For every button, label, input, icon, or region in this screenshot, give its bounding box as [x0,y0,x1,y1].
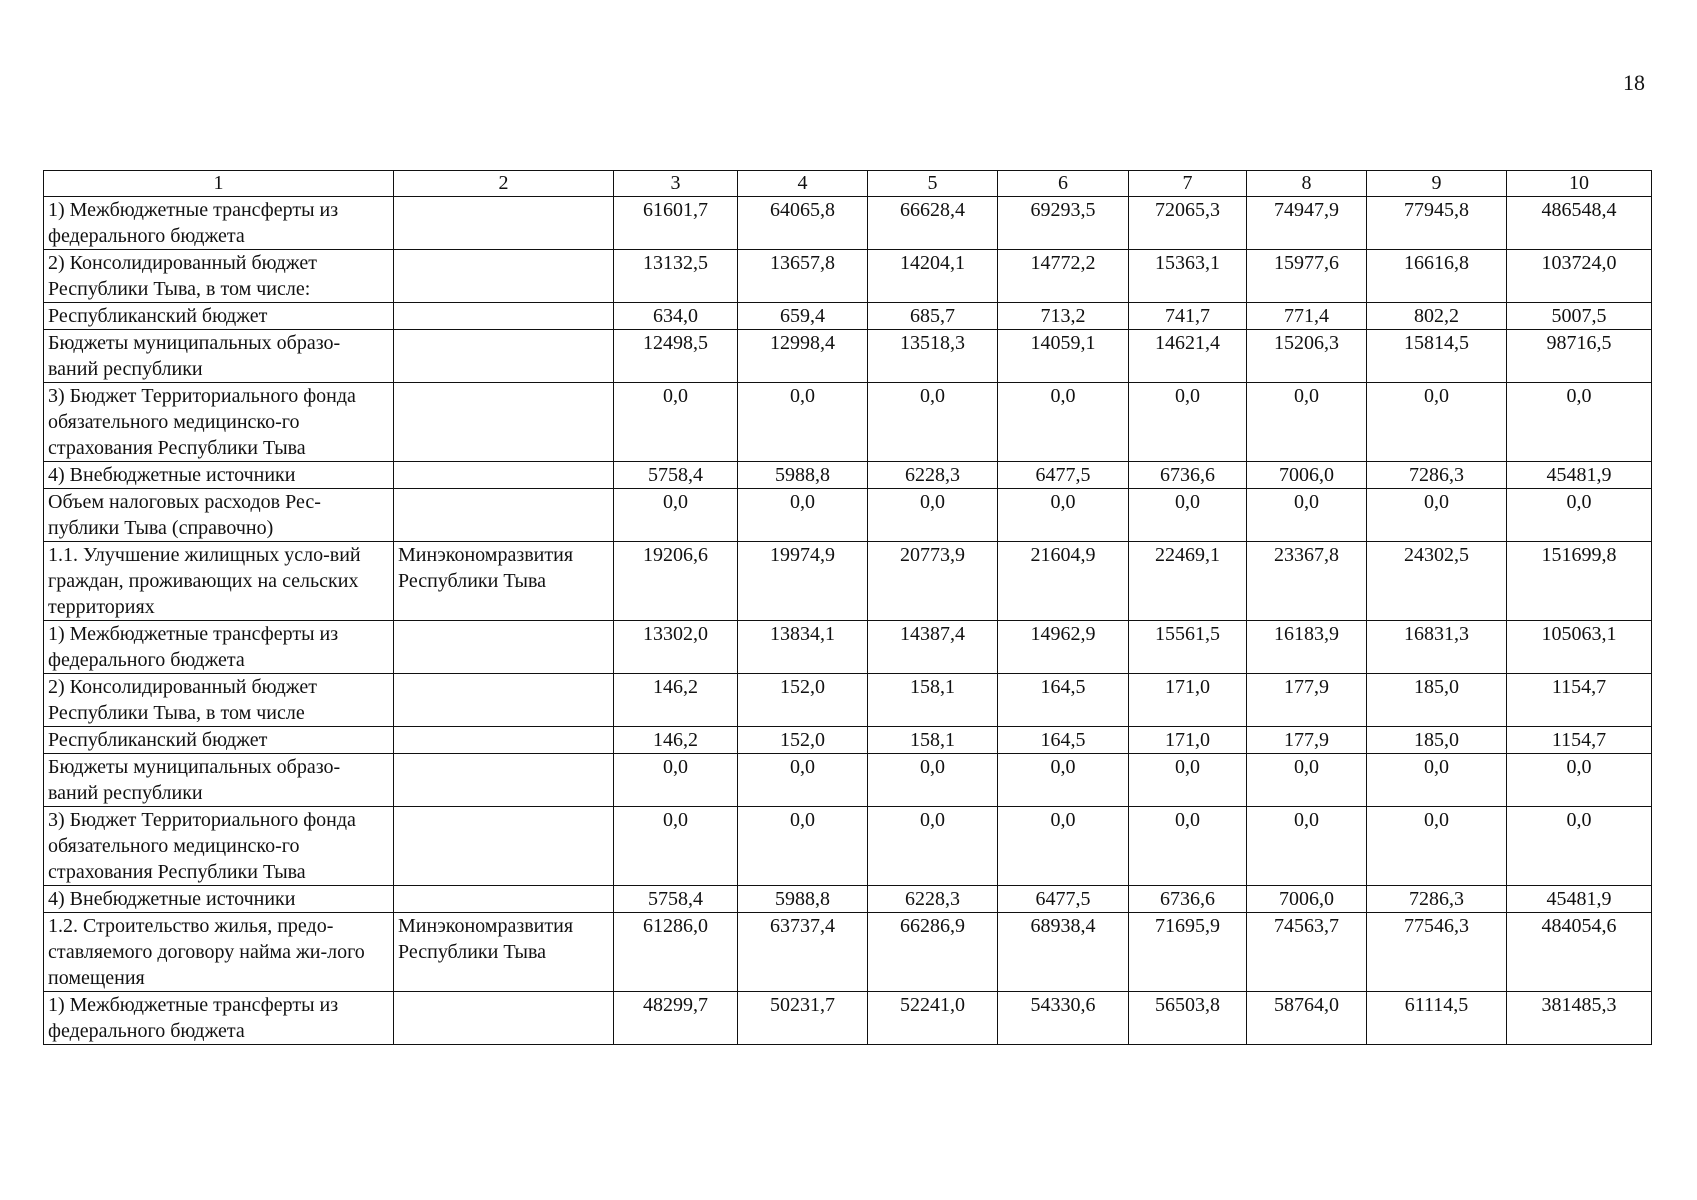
row-label: Бюджеты муниципальных образо-ваний республики [44,754,394,807]
value-cell: 7286,3 [1367,462,1507,489]
header-row [44,171,1652,197]
table-row [44,542,1652,621]
column-header: 9 [1367,171,1507,197]
value-cell: 48299,7 [614,992,738,1045]
row-executor [394,674,614,727]
column-header: 5 [868,171,998,197]
value-cell: 16831,3 [1367,621,1507,674]
value-cell: 19974,9 [738,542,868,621]
value-cell: 185,0 [1367,674,1507,727]
value-cell: 45481,9 [1507,886,1652,913]
value-cell: 54330,6 [998,992,1129,1045]
value-cell: 5988,8 [738,462,868,489]
value-cell: 6228,3 [868,886,998,913]
value-cell: 0,0 [614,489,738,542]
table-row [44,489,1652,542]
value-cell: 5988,8 [738,886,868,913]
value-cell: 50231,7 [738,992,868,1045]
value-cell: 1154,7 [1507,727,1652,754]
value-cell: 177,9 [1247,674,1367,727]
column-header: 7 [1129,171,1247,197]
value-cell: 659,4 [738,303,868,330]
column-header: 4 [738,171,868,197]
value-cell: 0,0 [1247,489,1367,542]
value-cell: 0,0 [1367,489,1507,542]
value-cell: 16183,9 [1247,621,1367,674]
value-cell: 177,9 [1247,727,1367,754]
value-cell: 0,0 [738,807,868,886]
value-cell: 0,0 [738,383,868,462]
value-cell: 21604,9 [998,542,1129,621]
row-executor [394,807,614,886]
value-cell: 381485,3 [1507,992,1652,1045]
value-cell: 74947,9 [1247,197,1367,250]
value-cell: 66628,4 [868,197,998,250]
value-cell: 15363,1 [1129,250,1247,303]
value-cell: 7286,3 [1367,886,1507,913]
value-cell: 16616,8 [1367,250,1507,303]
value-cell: 61114,5 [1367,992,1507,1045]
value-cell: 0,0 [998,807,1129,886]
value-cell: 12498,5 [614,330,738,383]
value-cell: 13302,0 [614,621,738,674]
row-label: 1) Межбюджетные трансферты из федерального бюджета [44,992,394,1045]
value-cell: 14204,1 [868,250,998,303]
value-cell: 0,0 [1367,754,1507,807]
value-cell: 22469,1 [1129,542,1247,621]
row-label: 2) Консолидированный бюджет Республики Тыва, в том числе: [44,250,394,303]
value-cell: 0,0 [738,489,868,542]
value-cell: 6736,6 [1129,886,1247,913]
value-cell: 0,0 [868,754,998,807]
value-cell: 171,0 [1129,674,1247,727]
value-cell: 58764,0 [1247,992,1367,1045]
row-executor [394,489,614,542]
value-cell: 171,0 [1129,727,1247,754]
row-label: 4) Внебюджетные источники [44,886,394,913]
value-cell: 13132,5 [614,250,738,303]
row-label: 4) Внебюджетные источники [44,462,394,489]
value-cell: 56503,8 [1129,992,1247,1045]
value-cell: 0,0 [614,383,738,462]
value-cell: 0,0 [1129,807,1247,886]
table-row [44,886,1652,913]
value-cell: 0,0 [998,383,1129,462]
value-cell: 24302,5 [1367,542,1507,621]
value-cell: 0,0 [868,807,998,886]
row-executor [394,330,614,383]
row-executor [394,462,614,489]
value-cell: 105063,1 [1507,621,1652,674]
table-body [44,197,1652,1045]
value-cell: 61286,0 [614,913,738,992]
table-row [44,992,1652,1045]
value-cell: 63737,4 [738,913,868,992]
table-row [44,462,1652,489]
budget-table [43,170,1652,1045]
row-executor: Минэкономразвития Республики Тыва [394,542,614,621]
value-cell: 152,0 [738,674,868,727]
value-cell: 23367,8 [1247,542,1367,621]
value-cell: 0,0 [1367,383,1507,462]
value-cell: 0,0 [1129,754,1247,807]
value-cell: 0,0 [998,754,1129,807]
column-header: 10 [1507,171,1652,197]
value-cell: 45481,9 [1507,462,1652,489]
value-cell: 6477,5 [998,462,1129,489]
value-cell: 0,0 [1507,383,1652,462]
value-cell: 0,0 [1507,754,1652,807]
row-executor [394,621,614,674]
value-cell: 0,0 [1129,383,1247,462]
value-cell: 0,0 [738,754,868,807]
row-executor [394,727,614,754]
table-row [44,383,1652,462]
value-cell: 0,0 [1247,807,1367,886]
value-cell: 634,0 [614,303,738,330]
value-cell: 66286,9 [868,913,998,992]
value-cell: 713,2 [998,303,1129,330]
value-cell: 61601,7 [614,197,738,250]
value-cell: 151699,8 [1507,542,1652,621]
value-cell: 484054,6 [1507,913,1652,992]
value-cell: 0,0 [1247,383,1367,462]
value-cell: 14962,9 [998,621,1129,674]
column-header: 2 [394,171,614,197]
value-cell: 71695,9 [1129,913,1247,992]
value-cell: 164,5 [998,674,1129,727]
table-row [44,621,1652,674]
value-cell: 14621,4 [1129,330,1247,383]
value-cell: 98716,5 [1507,330,1652,383]
value-cell: 486548,4 [1507,197,1652,250]
page-number: 18 [1623,70,1645,95]
value-cell: 6736,6 [1129,462,1247,489]
value-cell: 15977,6 [1247,250,1367,303]
value-cell: 12998,4 [738,330,868,383]
value-cell: 15814,5 [1367,330,1507,383]
value-cell: 77945,8 [1367,197,1507,250]
row-executor [394,383,614,462]
row-label: 1) Межбюджетные трансферты из федерального бюджета [44,621,394,674]
value-cell: 1154,7 [1507,674,1652,727]
row-label: 3) Бюджет Территориального фонда обязательного медицинско-го страхования Республики Тыва [44,383,394,462]
value-cell: 13657,8 [738,250,868,303]
value-cell: 0,0 [1507,489,1652,542]
value-cell: 0,0 [614,807,738,886]
value-cell: 14772,2 [998,250,1129,303]
value-cell: 158,1 [868,674,998,727]
value-cell: 74563,7 [1247,913,1367,992]
value-cell: 52241,0 [868,992,998,1045]
row-label: 1.1. Улучшение жилищных усло-вий граждан, проживающих на сельских территориях [44,542,394,621]
value-cell: 7006,0 [1247,886,1367,913]
value-cell: 6477,5 [998,886,1129,913]
row-label: Бюджеты муниципальных образо-ваний республики [44,330,394,383]
value-cell: 741,7 [1129,303,1247,330]
table-row [44,197,1652,250]
value-cell: 0,0 [614,754,738,807]
row-label: 1) Межбюджетные трансферты из федерального бюджета [44,197,394,250]
value-cell: 14059,1 [998,330,1129,383]
value-cell: 158,1 [868,727,998,754]
row-label: 3) Бюджет Территориального фонда обязательного медицинско-го страхования Республики Тыва [44,807,394,886]
row-executor [394,992,614,1045]
value-cell: 103724,0 [1507,250,1652,303]
value-cell: 13518,3 [868,330,998,383]
table-row [44,807,1652,886]
value-cell: 146,2 [614,674,738,727]
value-cell: 69293,5 [998,197,1129,250]
value-cell: 185,0 [1367,727,1507,754]
value-cell: 68938,4 [998,913,1129,992]
value-cell: 0,0 [1367,807,1507,886]
row-label: Республиканский бюджет [44,303,394,330]
value-cell: 146,2 [614,727,738,754]
table-row [44,250,1652,303]
table-row [44,674,1652,727]
value-cell: 771,4 [1247,303,1367,330]
value-cell: 0,0 [1247,754,1367,807]
column-header: 1 [44,171,394,197]
row-executor [394,197,614,250]
table-row [44,303,1652,330]
table-row [44,727,1652,754]
value-cell: 13834,1 [738,621,868,674]
value-cell: 685,7 [868,303,998,330]
value-cell: 64065,8 [738,197,868,250]
value-cell: 6228,3 [868,462,998,489]
value-cell: 164,5 [998,727,1129,754]
value-cell: 0,0 [998,489,1129,542]
budget-table-container [43,170,1651,1045]
row-executor [394,886,614,913]
row-executor: Минэкономразвития Республики Тыва [394,913,614,992]
value-cell: 14387,4 [868,621,998,674]
value-cell: 72065,3 [1129,197,1247,250]
table-row [44,330,1652,383]
row-label: Объем налоговых расходов Рес-публики Тыва (справочно) [44,489,394,542]
row-label: 2) Консолидированный бюджет Республики Тыва, в том числе [44,674,394,727]
value-cell: 5758,4 [614,886,738,913]
value-cell: 0,0 [868,383,998,462]
row-executor [394,754,614,807]
value-cell: 5007,5 [1507,303,1652,330]
column-header: 3 [614,171,738,197]
row-executor [394,250,614,303]
value-cell: 77546,3 [1367,913,1507,992]
value-cell: 20773,9 [868,542,998,621]
value-cell: 19206,6 [614,542,738,621]
row-executor [394,303,614,330]
row-label: Республиканский бюджет [44,727,394,754]
value-cell: 152,0 [738,727,868,754]
table-row [44,913,1652,992]
table-row [44,754,1652,807]
value-cell: 0,0 [1507,807,1652,886]
value-cell: 802,2 [1367,303,1507,330]
column-header: 6 [998,171,1129,197]
value-cell: 7006,0 [1247,462,1367,489]
value-cell: 0,0 [1129,489,1247,542]
row-label: 1.2. Строительство жилья, предо-ставляемого договору найма жи-лого помещения [44,913,394,992]
value-cell: 15561,5 [1129,621,1247,674]
column-header: 8 [1247,171,1367,197]
value-cell: 15206,3 [1247,330,1367,383]
value-cell: 5758,4 [614,462,738,489]
value-cell: 0,0 [868,489,998,542]
